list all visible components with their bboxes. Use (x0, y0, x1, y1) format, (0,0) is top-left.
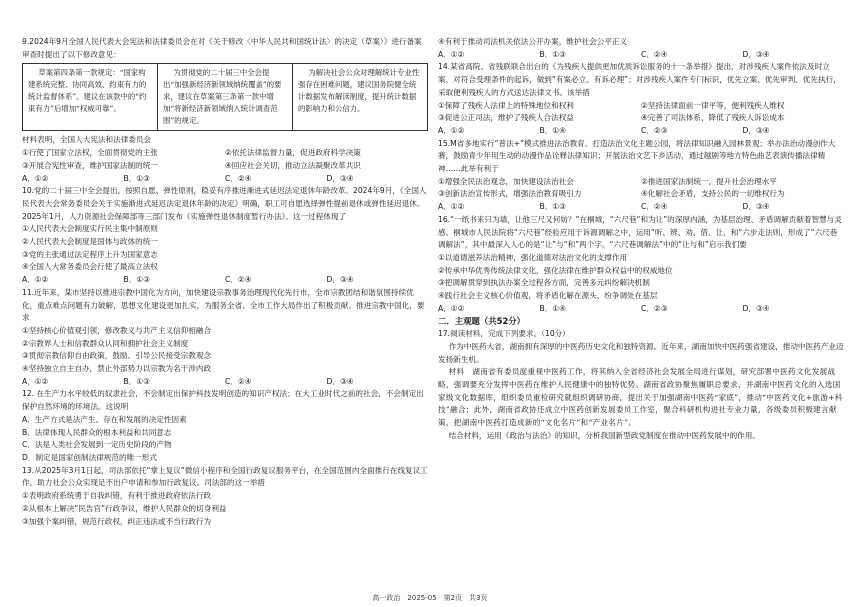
right-column (438, 36, 844, 443)
q14-item-1: ①保障了残疾人法律上的特殊地位和权利 (438, 100, 574, 110)
q14-item-4: ④完善了司法体系，降低了残疾人诉讼成本 (641, 113, 785, 123)
q15-option-d: D．③④ (742, 202, 770, 212)
q15-item-1: ①增强全民法治观念，加快建设法治社会 (438, 176, 574, 186)
q16-option-c: C．②③ (641, 303, 668, 313)
q9-option-d: D．③④ (326, 173, 354, 183)
q14-items-row2 (438, 112, 844, 125)
q15-item-4: ④化解社会矛盾，支持公民的一切维权行为 (641, 189, 785, 199)
left-column (22, 36, 428, 528)
q15-option-c: C．②④ (641, 202, 668, 212)
q10-option-c: C．②④ (225, 275, 252, 285)
q9-box-1: 草案第四条第一款规定：“国家构建系统完整、协同高效、约束有力的统计监督体系”。建议在该款中的“约束有力”后增加“权威可靠”。 (23, 64, 158, 130)
q10-option-a: A．①② (22, 275, 49, 285)
q12-option-b: B．法律体现人民群众的根本利益和共同意志 (22, 427, 172, 437)
q17-stem: 17.阅读材料，完成下列要求。（10分） (438, 329, 570, 339)
q9-box-3: 为解决社会公众对理解统计专业性强存在困难问题，建议国务院健全统计数据发布解读制度，提升统计数据的影响力和公信力。 (298, 68, 420, 114)
q11-option-c: C．②④ (225, 376, 252, 386)
q10-item-3: ③党的主张通过法定程序上升为国家意志 (22, 249, 158, 259)
q9-items-row1 (22, 147, 428, 160)
q12-option-c: C．法是人类社会发展到一定历史阶段的产物 (22, 440, 172, 450)
q10-stem: 10.党的二十届三中全会提出，按照自愿、弹性原则，稳妥有序推进渐进式延迟法定退休年龄改革。2024年9月，《全国人民代表大会常务委员会关于实施渐进式延迟法定退休年龄的决定》明确，职工可自愿选择弹性提前退休或弹性延迟退休。2025年1月，人力资源社会保障部等三部门发布《实施弹性退休制度暂行办法》。这一过程体现了 (22, 186, 427, 221)
q13-item-4: ④有利于推动司法机关依法公开办案，维护社会公平正义 (438, 37, 628, 46)
q13-options (438, 49, 844, 62)
q14-option-d: D．③④ (742, 125, 770, 135)
q16-stem: 16.“一纸书来只为墙，让他三尺又何妨？”在桐城，“六尺巷“和为让”的深厚内涵，为基层治理、矛盾调解贡献着智慧与灵感。桐城市人民法院将“六尺巷”经验应用于诉源调解之中，运用“听、辨、劝、借、让、和”六步走法则，形成了“六尺巷调解法”，其中最深入人心的是“让”与“和”两个字。“六尺巷调解法”中的“让与和”启示我们要 (438, 214, 842, 250)
q13-option-d: D．③④ (742, 49, 770, 59)
q9-stem: 9.2024年9月全国人民代表大会宪法和法律委员会在对《关于修改〈中华人民共和国统计法〉的决定（草案）》进行备案审查时提出了以下修改意见： (22, 37, 422, 59)
q15-items-row1 (438, 176, 844, 189)
q16-item-3: ③把调解贯穿到执法办案全过程各方面，完善多元纠纷解决机制 (438, 278, 650, 288)
q10-item-4: ④全国人大常务委员会行使了最高立法权 (22, 262, 158, 272)
q15-option-a: A．①② (438, 202, 465, 212)
q9-material-table (22, 63, 428, 131)
q16-item-4: ④践行社会主义核心价值观，将矛盾化解在源头、纷争调处在基层 (438, 291, 658, 301)
q16-option-a: A．①② (438, 303, 465, 313)
q14-stem: 14.某省高院、省残联联合出台的《为残疾人提供更加优质诉讼服务的十一条举措》提出，对涉残疾人案件依法及时立案，对符合受理条件的起诉，做到“有案必立、有诉必理”；对涉残疾人案件专门标识，优先立案、优先审判、优先执行，采取便利残疾人的方式送达法律文书。该举措 (438, 62, 841, 97)
q10-item-2: ②人民代表大会制度是国体与政体的统一 (22, 237, 158, 247)
q11-item-4: ④坚持独立自主自办，禁止外部势力以宗教为名干涉内政 (22, 364, 212, 374)
q9-item-2: ②依托法律监督力量，促进政府科学决策 (225, 148, 361, 158)
q9-box-2: 为贯彻党的二十届三中全会提出“加强新经济新领域纳统覆盖”的要求，建议在草案第三条第一款中增加“将新经济新领域纳入统计调查范围”的规定。 (158, 64, 293, 130)
q13-item-3: ③加强个案纠错，规范行政权，纠正违法或不当行政行为 (22, 516, 212, 526)
q12-option-d: D．制定是国家创制法律规范的唯一形式 (22, 452, 157, 462)
q14-items-row1 (438, 100, 844, 113)
q14-item-2: ②坚持法律面前一律平等，便利残疾人维权 (641, 100, 785, 110)
q9-option-a: A．①② (22, 173, 49, 183)
q16-option-d: D．③④ (742, 303, 770, 313)
page-footer: 高一政治 2025-05 第2页 共3页 (372, 594, 488, 602)
q11-option-a: A．①② (22, 376, 49, 386)
q9-item-4: ④回应社会关切，推动立法凝聚改革共识 (225, 160, 361, 170)
q10-options (22, 274, 428, 287)
q17-task: 结合材料，运用《政治与法治》的知识，分析我国新型政党制度在推动中医药发展中的作用。 (448, 430, 760, 440)
q15-options (438, 201, 844, 214)
q13-option-a: A．①② (438, 49, 465, 59)
q11-options (22, 376, 428, 389)
q15-items-row2 (438, 188, 844, 201)
q9-option-b: B．①③ (123, 173, 150, 183)
q16-item-2: ②传承中华优秀传统法律文化，强化法律在维护群众权益中的权威地位 (438, 265, 673, 275)
q11-item-2: ②宗教界人士和信教群众认同和拥护社会主义制度 (22, 338, 189, 348)
q13-stem: 13.从2025年3月1日起，司法部依托“掌上复议”微信小程序和全国行政复议服务平台，在全国范围内全面推行在线复议工作，助力社会公众实现足不出户申请和参加行政复议。司法部的这一举措 (22, 465, 428, 488)
q11-stem: 11.近年来，某市坚持以推进宗教中国化为方向，加快建设宗教事务治理现代化先行市，全市宗教团结和谐氛围持续优化，重点难点问题有力破解，思想文化建设更加扎实，为服务全省、全市工作大局作出了积极贡献。推进宗教中国化，要求 (22, 287, 425, 323)
q14-options (438, 125, 844, 138)
q14-option-c: C．②③ (641, 125, 668, 135)
q13-item-1: ①表明政府系统勇于自我纠错，有利于推进政府依法行政 (22, 491, 212, 501)
q16-options (438, 303, 844, 316)
q9-items-row2 (22, 160, 428, 173)
q12-stem: 12. 在生产力水平较低的奴隶社会，不会制定出保护科技发明创造的知识产权法；在大工业时代之前的社会，不会制定出保护自然环境的环境法。这说明 (22, 389, 424, 412)
section-title-subjective: 二．主观题（共52分） (438, 316, 526, 327)
q13-option-c: C．②④ (641, 49, 668, 59)
q15-stem: 15.M省多地实行“普法+”模式推进法治教育。打造法治文化主题公园，将法律知识融入园林景观；举办法治动漫创作大赛，鼓励青少年用生动的动漫作品诠释法律知识；开展法治文艺下乡活动，通过越剧等地方特色曲艺表演传播法律精神……此举有利于 (438, 138, 836, 174)
q11-item-3: ③贯彻宗教信仰自由政策，鼓励、引导公民接受宗教观念 (22, 351, 212, 361)
q10-option-b: B．①③ (123, 275, 150, 285)
q9-material: 材料表明，全国人大宪法和法律委员会 (22, 135, 152, 145)
q10-item-1: ①人民代表大会制度实行民主集中制原则 (22, 224, 158, 234)
q16-item-1: ①以道德滋养法治精神，强化道德对法治文化的支撑作用 (438, 252, 628, 262)
q10-option-d: D．③④ (326, 275, 354, 285)
q15-option-b: B．①③ (539, 202, 566, 212)
q9-option-c: C．②④ (225, 173, 252, 183)
q11-option-d: D．③④ (326, 376, 354, 386)
q13-option-b: B．①③ (539, 49, 566, 59)
q15-item-2: ②推进国家法制统一，提升社会治理水平 (641, 176, 777, 186)
q17-material: 材料 湖南省有委员度重视中医药工作，将其纳入全省经济社会发展全局进行谋划，研究部署中医药文化发展战略，强调要充分发挥中医药在维护人民健康中的独特优势。湖南省政协聚焦履职总要求，并湖南中医药文化的入选国家级文化数据库，组织委员重检研究就组织调研协商，提出关于加强湖南中医药“家底”，推动“中医药文化+旅游+科技”融合；此外，湖南省政协还成立中医药创新发展委员工作室，聚合科研机构进社专业力量，各级委员积极建言献策，把湖南中医药打造成新的“文化名片”和“产业名片”。 (438, 367, 843, 428)
q15-item-3: ③创新法治宣传形式，增强法治教育吸引力 (438, 189, 582, 199)
q9-item-3: ③开展合宪性审查，维护国家法制的统一 (22, 160, 158, 170)
q12-option-a: A．生产方式是法产生、存在和发展的决定性因素 (22, 414, 187, 424)
q11-option-b: B．①③ (123, 376, 150, 386)
q17-intro: 作为中医药大省，湖南拥有深厚的中医药历史文化和独特资源。近年来，湖南加快中医药强省建设，推动中医药产业迈发扬新生机。 (438, 341, 844, 364)
q14-option-b: B．①④ (539, 125, 566, 135)
q9-item-1: ①行使了国家立法权，全面贯彻党的主张 (22, 148, 158, 158)
q14-option-a: A．①② (438, 125, 465, 135)
q16-option-b: B．①④ (539, 303, 566, 313)
q11-item-1: ①坚持核心价值观引领，修改教义与共产主义信仰相融合 (22, 325, 212, 335)
q13-item-2: ②从根本上解决“民告官”行政争议，维护人民群众的切身利益 (22, 503, 227, 513)
q14-item-3: ③促进公正司法，维护了残疾人合法权益 (438, 113, 574, 123)
q9-options (22, 173, 428, 186)
